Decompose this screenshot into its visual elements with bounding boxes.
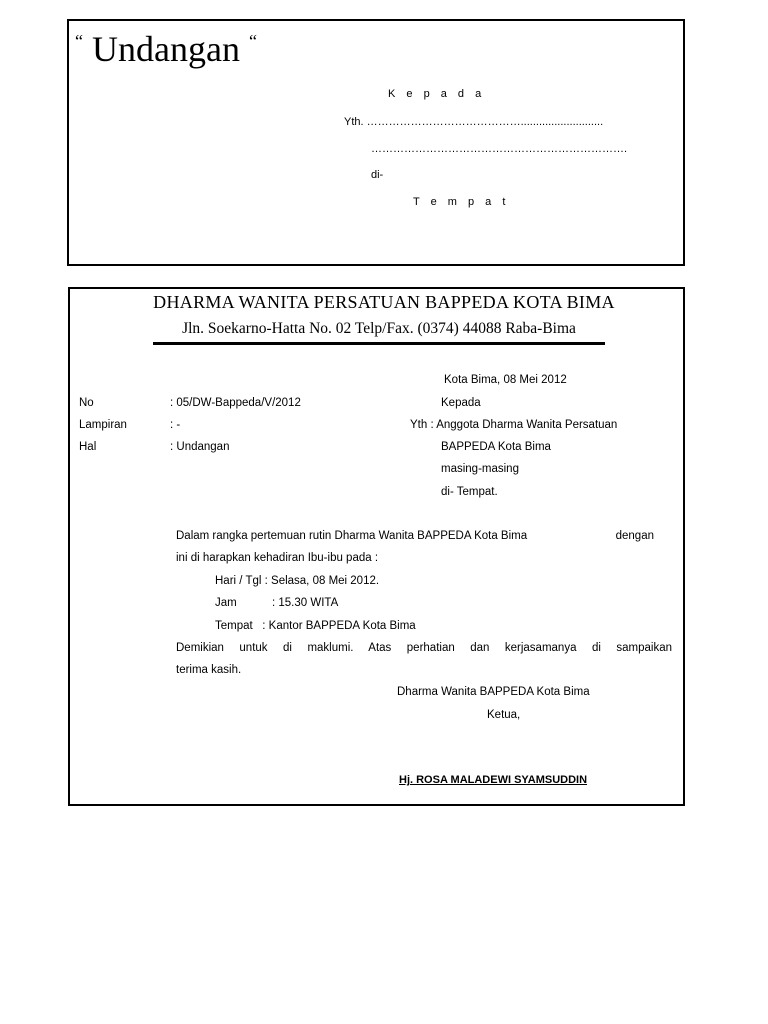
recipient-line-4: di- Tempat. [441, 486, 498, 498]
envelope-di: di- [371, 169, 384, 181]
body-line-1-end: dengan [615, 530, 654, 542]
envelope-kepada: K e p a d a [388, 88, 486, 100]
recipient-line-2: BAPPEDA Kota Bima [441, 441, 551, 453]
closing-line-1: Demikian untuk di maklumi. Atas perhatian dan kerjasamanya di sampaikan [176, 642, 672, 654]
close-quote: “ [248, 31, 257, 51]
envelope-blank-line: ……………………………………………………………. [371, 143, 628, 155]
body-line-1-text: Dalam rangka pertemuan rutin Dharma Wanita BAPPEDA Kota Bima [176, 530, 528, 542]
closing-line-2: terima kasih. [176, 664, 242, 676]
signature-org: Dharma Wanita BAPPEDA Kota Bima [397, 686, 590, 698]
letterhead-address: Jln. Soekarno-Hatta No. 02 Telp/Fax. (0374) 44088 Raba-Bima [182, 320, 576, 337]
body-line-2: ini di harapkan kehadiran Ibu-ibu pada : [176, 552, 379, 564]
letterhead-divider [153, 342, 605, 345]
recipient-line-1: Yth : Anggota Dharma Wanita Persatuan [410, 419, 618, 431]
no-label: No [79, 397, 94, 409]
recipient-line-3: masing-masing [441, 463, 519, 475]
lampiran-label: Lampiran [79, 419, 127, 431]
letterhead-org-name: DHARMA WANITA PERSATUAN BAPPEDA KOTA BIMA [153, 292, 615, 312]
letter-date: Kota Bima, 08 Mei 2012 [444, 374, 567, 386]
envelope-yth-line: Yth. ……………………………………........................... [344, 116, 604, 128]
signature-title: Ketua, [487, 709, 521, 721]
hal-label: Hal [79, 441, 97, 453]
event-hari-tgl: Hari / Tgl : Selasa, 08 Mei 2012. [215, 575, 380, 587]
event-tempat: Tempat : Kantor BAPPEDA Kota Bima [215, 620, 416, 632]
event-jam-value: : 15.30 WITA [272, 597, 339, 609]
signature-name: Hj. ROSA MALADEWI SYAMSUDDIN [399, 774, 588, 786]
event-jam-label: Jam [215, 597, 237, 609]
envelope-title [75, 28, 257, 70]
no-value: : 05/DW-Bappeda/V/2012 [170, 397, 301, 409]
envelope-tempat: T e m p a t [413, 196, 510, 208]
envelope-title-text: Undangan [92, 29, 240, 69]
letter-box [68, 287, 685, 806]
open-quote: “ [75, 31, 83, 51]
recipient-kepada: Kepada [441, 397, 481, 409]
lampiran-value: : - [170, 419, 181, 431]
hal-value: : Undangan [170, 441, 230, 453]
body-line-1 [176, 530, 654, 542]
